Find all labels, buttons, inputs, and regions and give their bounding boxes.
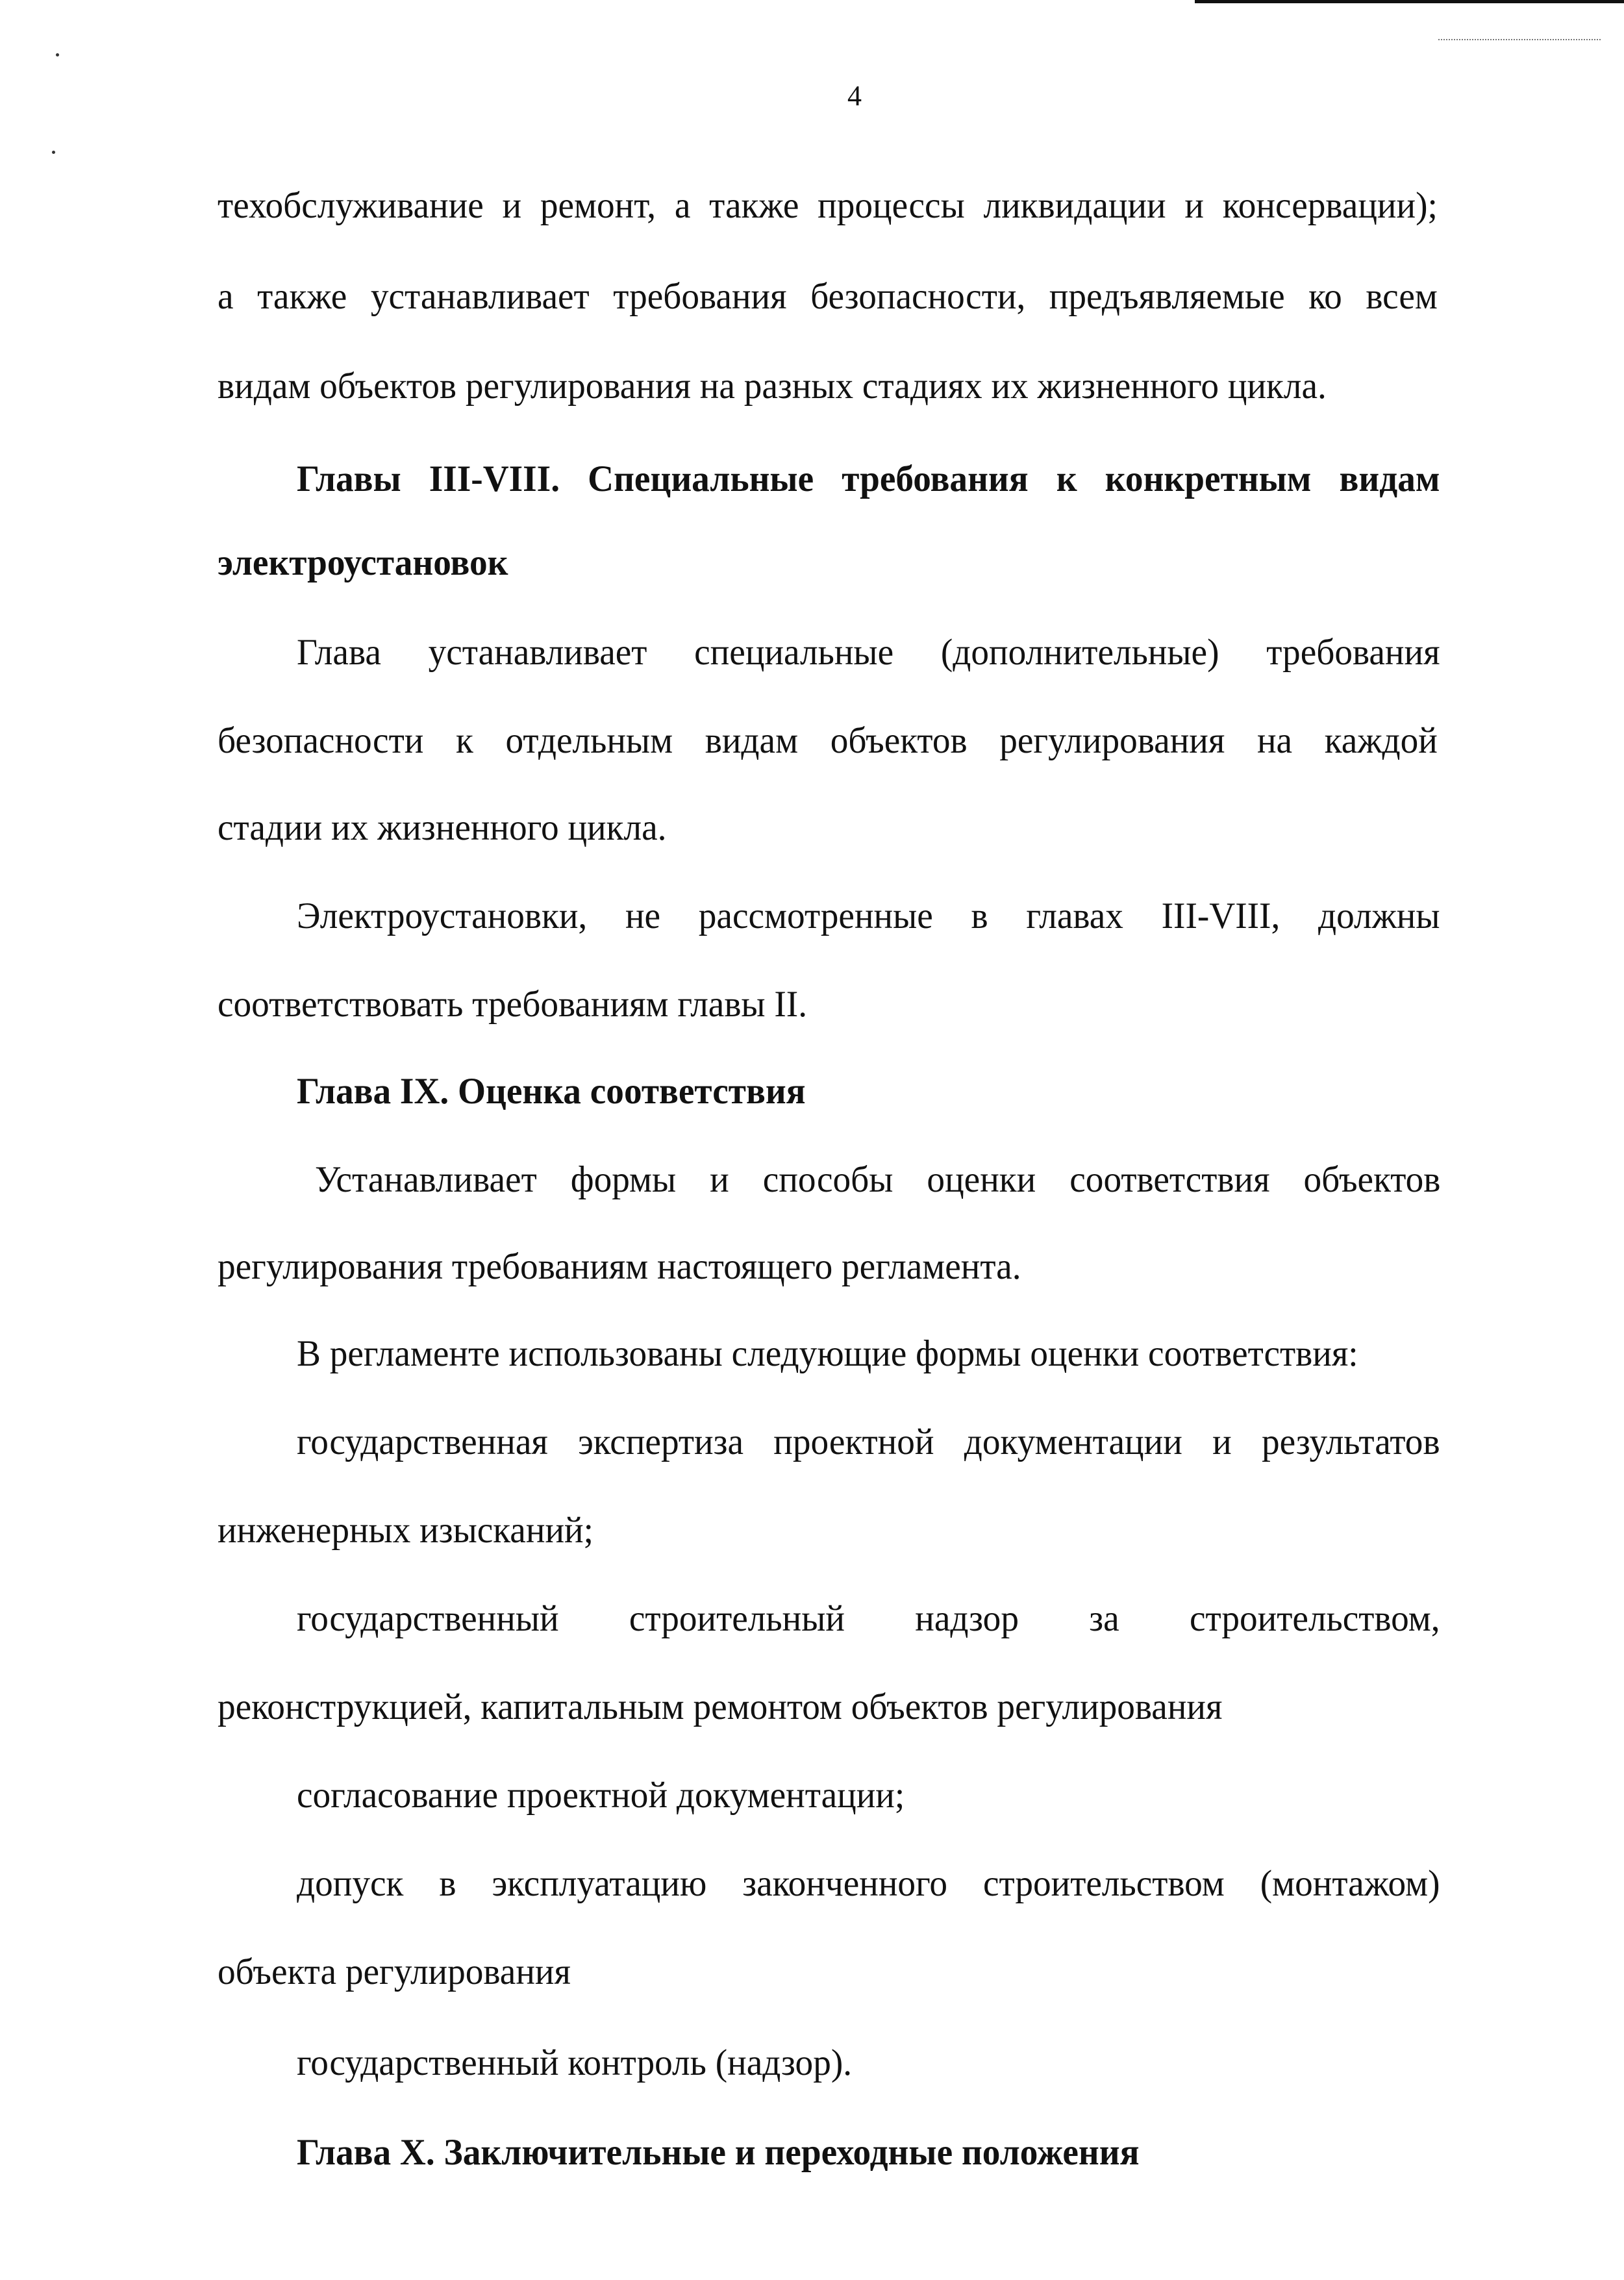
list-item-line: объекта регулирования: [218, 1951, 571, 1992]
list-item-line: инженерных изысканий;: [218, 1510, 593, 1551]
section-heading: Глава X. Заключительные и переходные положения: [297, 2132, 1140, 2173]
page-number: 4: [847, 80, 862, 112]
scan-speck: [52, 151, 55, 154]
scan-noise: [1438, 39, 1601, 44]
section-heading: Глава IX. Оценка соответствия: [297, 1071, 806, 1112]
list-item-line: государственный строительный надзор за строительством,: [297, 1598, 1440, 1639]
list-item-line: государственная экспертиза проектной документации и результатов: [297, 1422, 1440, 1462]
paragraph-line: соответствовать требованиям главы II.: [218, 984, 808, 1025]
scan-speck: [56, 53, 59, 56]
paragraph-line: Электроустановки, не рассмотренные в главах III-VIII, должны: [297, 896, 1440, 936]
section-heading: электроустановок: [218, 542, 508, 583]
list-item-line: реконструкцией, капитальным ремонтом объектов регулирования: [218, 1686, 1223, 1727]
paragraph-line: безопасности к отдельным видам объектов регулирования на каждой: [218, 720, 1438, 761]
paragraph-line: а также устанавливает требования безопасности, предъявляемые ко всем: [218, 276, 1438, 317]
paragraph-line: В регламенте использованы следующие формы оценки соответствия:: [297, 1333, 1358, 1374]
paragraph-line: регулирования требованиям настоящего регламента.: [218, 1246, 1021, 1287]
paragraph-line: Глава устанавливает специальные (дополнительные) требования: [297, 632, 1440, 673]
list-item-line: государственный контроль (надзор).: [297, 2042, 853, 2083]
list-item-line: допуск в эксплуатацию законченного строительством (монтажом): [297, 1863, 1440, 1904]
paragraph-line: стадии их жизненного цикла.: [218, 807, 667, 848]
scan-border-line: [1195, 0, 1624, 3]
list-item-line: согласование проектной документации;: [297, 1775, 905, 1816]
section-heading: Главы III-VIII. Специальные требования к конкретным видам: [297, 458, 1440, 499]
paragraph-line: Устанавливает формы и способы оценки соответствия объектов: [315, 1159, 1441, 1200]
paragraph-line: видам объектов регулирования на разных стадиях их жизненного цикла.: [218, 366, 1327, 407]
paragraph-line: техобслуживание и ремонт, а также процессы ликвидации и консервации);: [218, 185, 1438, 226]
